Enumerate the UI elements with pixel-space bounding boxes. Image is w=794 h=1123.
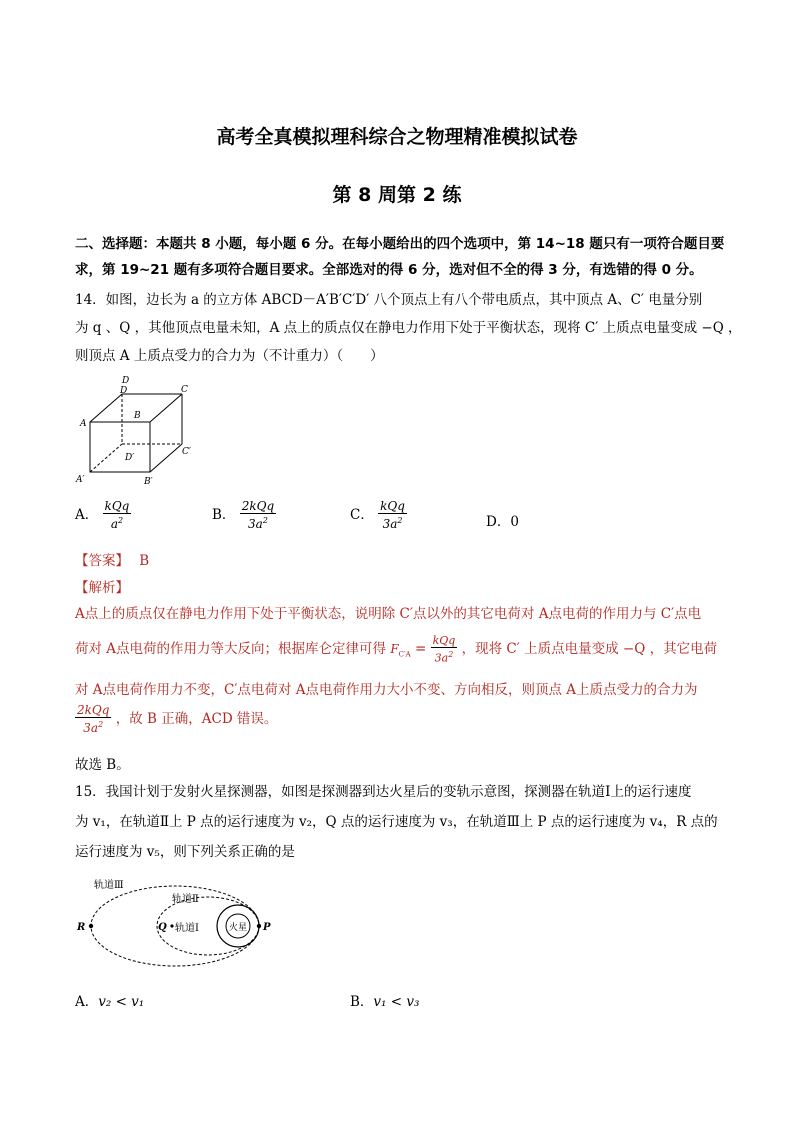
analysis-formula-den: 3a — [434, 651, 449, 665]
q15-line3: 运行速度为 v₅，则下列关系正确的是 — [75, 844, 295, 860]
q14-option-c-fraction — [378, 500, 407, 531]
q14-answer — [75, 549, 149, 569]
analysis-result-den: 3a — [83, 721, 99, 735]
analysis-result-exp: 2 — [98, 720, 104, 729]
cube-label-b-prime: B′ — [144, 477, 153, 487]
orbit-1-label: 轨道Ⅰ — [175, 923, 199, 934]
q15-option-a[interactable] — [75, 990, 144, 1010]
q14-option-a-num: kQq — [104, 499, 130, 513]
q14-option-d-label: D． — [486, 514, 511, 530]
q14-option-c-label: C． — [350, 507, 374, 523]
q14-option-b-num: 2kQq — [241, 499, 275, 513]
mars-label: 火星 — [229, 923, 248, 933]
section-instructions-line1: 二、选择题：本题共 8 小题，每小题 6 分。在每小题给出的四个选项中，第 14~18 题只有一项符合题目要 — [75, 236, 725, 252]
analysis-result-fraction — [75, 704, 111, 735]
q14-option-c-exp: 2 — [397, 516, 403, 525]
cube-figure — [72, 372, 202, 488]
analysis-line2 — [75, 634, 717, 665]
q14-option-b-fraction — [240, 500, 276, 531]
analysis-line4 — [75, 704, 277, 735]
analysis-formula-num: kQq — [432, 634, 456, 647]
analysis-formula-exp: 2 — [448, 650, 454, 659]
analysis-line4-text: ，故 B 正确，ACD 错误。 — [115, 711, 278, 727]
q14-option-b-den: 3a — [247, 517, 263, 531]
q14-option-b-exp: 2 — [262, 516, 268, 525]
analysis-line3: 对 A点电荷作用力不变，C′点电荷对 A点电荷作用力大小不变、方向相反，则顶点 A上质点受力的合力为 — [75, 682, 698, 698]
analysis-result-num: 2kQq — [77, 703, 110, 717]
cube-label-d-top: D — [122, 376, 130, 386]
q14-option-c-num: kQq — [380, 499, 405, 513]
orbit-2-label: 轨道Ⅱ — [172, 894, 199, 905]
q14-option-b-label: B． — [212, 507, 236, 523]
cube-label-d-prime: D′ — [125, 453, 135, 463]
cube-label-c: C — [181, 385, 188, 395]
q15-option-a-text: v₂ < v₁ — [98, 994, 145, 1010]
q14-option-a-label: A． — [75, 507, 99, 523]
point-r-dot — [89, 924, 93, 928]
orbit-3-label: 轨道Ⅲ — [94, 880, 124, 891]
q14-conclusion: 故选 B。 — [75, 757, 130, 773]
q15-line1: 15．我国计划于发射火星探测器，如图是探测器到达火星后的变轨示意图，探测器在轨道Ⅰ上的运行速度 — [75, 784, 692, 800]
orbit-figure — [72, 870, 282, 970]
q14-line2: 为 q 、Q ，其他顶点电量未知，A 点上的质点仅在静电力作用下处于平衡状态，现将 C′ 上质点电量变成 −Q ， — [75, 320, 742, 336]
cube-label-c-prime: C′ — [182, 447, 191, 457]
q14-option-b[interactable] — [212, 500, 276, 531]
section-instructions-line2: 求，第 19~21 题有多项符合题目要求。全部选对的得 6 分，选对但不全的得 3 分，有选错的得 0 分。 — [75, 262, 703, 278]
analysis-line1: A点上的质点仅在静电力作用下处于平衡状态，说明除 C′点以外的其它电荷对 A点电荷的作用力与 C′点电 — [75, 606, 702, 622]
analysis-line2-b: ，现将 C′ 上质点电量变成 −Q ，其它电荷 — [461, 640, 718, 657]
cube-label-a: A — [80, 419, 87, 429]
cube-label-b: B — [134, 411, 141, 421]
q15-option-b[interactable] — [350, 990, 419, 1010]
analysis-line2-a: 荷对 A点电荷的作用力等大反向；根据库仑定律可得 — [75, 640, 387, 657]
q15-line2: 为 v₁，在轨道Ⅱ上 P 点的运行速度为 v₂，Q 点的运行速度为 v₃，在轨道Ⅲ上 P 点的运行速度为 v₄，R 点的 — [75, 814, 718, 830]
cube-label-a-prime: A′ — [76, 475, 85, 485]
q14-option-c-den: 3a — [382, 517, 398, 531]
q14-option-c[interactable] — [350, 500, 407, 531]
q14-option-a-exp: 2 — [117, 516, 124, 525]
q14-option-a-fraction — [103, 500, 132, 531]
point-q-label: Q — [158, 922, 167, 933]
analysis-formula-eq: = — [414, 640, 427, 657]
q14-option-a[interactable] — [75, 500, 131, 531]
q14-option-d-value: 0 — [510, 514, 519, 530]
q14-option-a-den: a — [110, 517, 118, 531]
q14-option-d[interactable] — [486, 510, 519, 530]
point-p-label: P — [263, 922, 271, 933]
answer-tag: 【答案】 — [75, 553, 129, 569]
point-p-dot — [257, 924, 261, 928]
point-r-label: R — [77, 922, 86, 933]
q14-line3: 则顶点 A 上质点受力的合力为（不计重力）（ ） — [75, 348, 384, 364]
q15-option-b-label: B． — [350, 994, 374, 1010]
analysis-formula-lhs: F — [390, 641, 399, 656]
analysis-tag: 【解析】 — [75, 580, 129, 596]
q15-option-b-text: v₁ < v₃ — [373, 994, 420, 1010]
q15-option-a-label: A． — [75, 994, 99, 1010]
page-title: 高考全真模拟理科综合之物理精准模拟试卷 — [216, 126, 578, 148]
analysis-formula-fraction — [431, 634, 458, 665]
answer-value: B — [139, 553, 150, 569]
cube-label-d: D — [120, 386, 128, 396]
analysis-formula-sub: C′A — [398, 650, 411, 659]
q14-line1: 14．如图，边长为 a 的立方体 ABCD－A′B′C′D′ 八个顶点上有八个带电质点，其中顶点 A、C′ 电量分别 — [75, 292, 703, 308]
page-subtitle: 第 8 周第 2 练 — [332, 184, 462, 206]
point-q-dot — [170, 924, 173, 927]
